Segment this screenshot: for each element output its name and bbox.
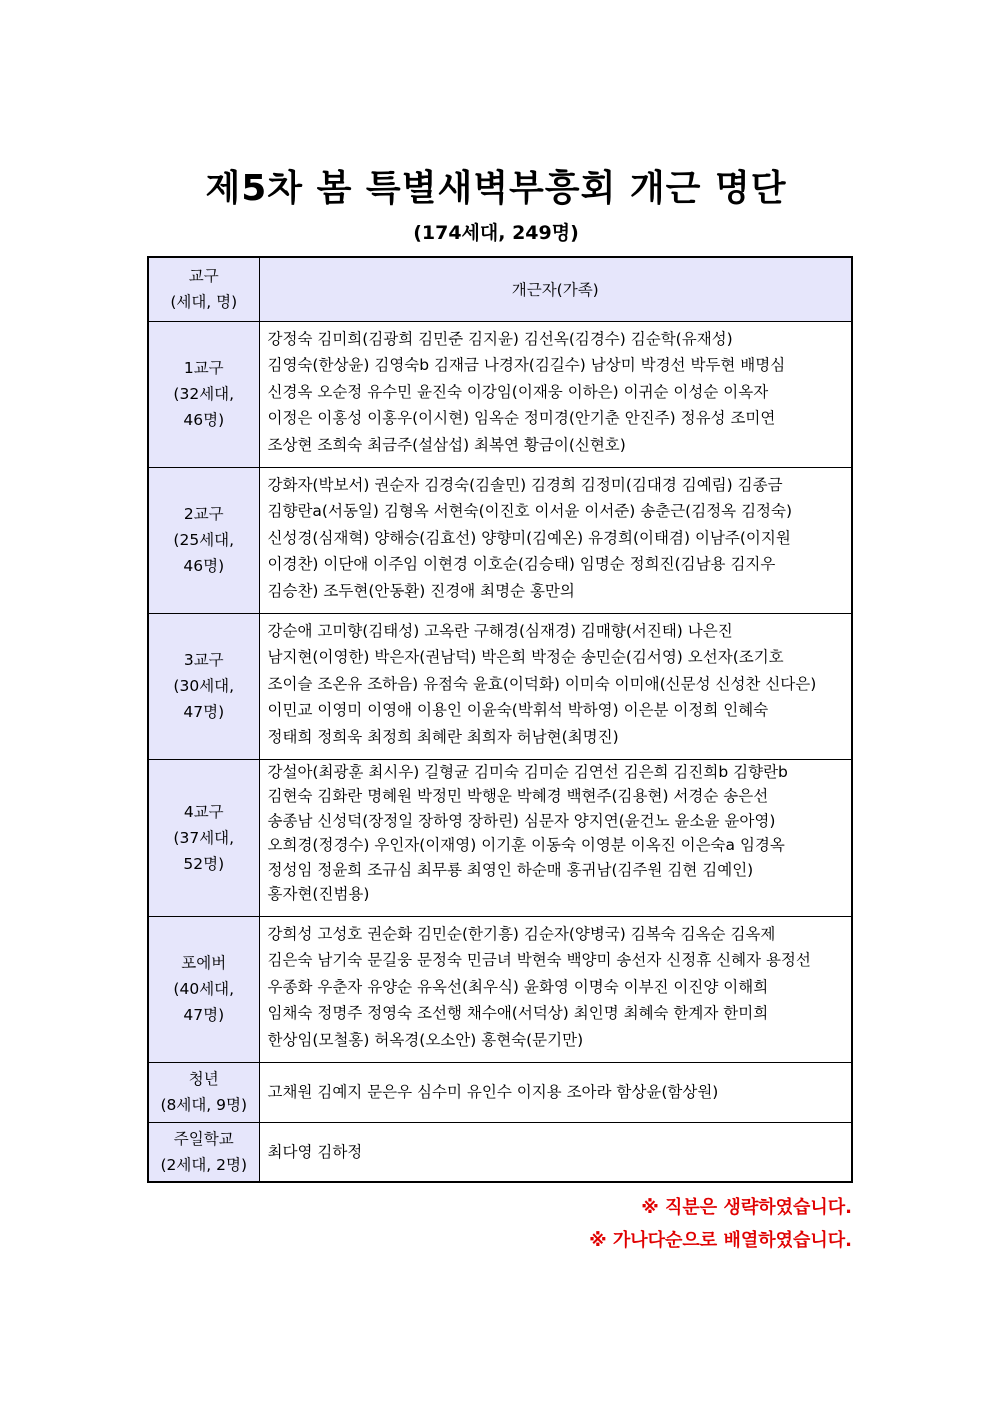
names-line: 강순애 고미향(김태성) 고옥란 구해경(심재경) 김매향(서진태) 나은진 bbox=[267, 621, 733, 640]
district-cell bbox=[148, 613, 259, 759]
district-name: 4교구 bbox=[183, 802, 224, 821]
names-line: 최다영 김하정 bbox=[267, 1142, 363, 1161]
names-line: 송종남 신성덕(장정일 장하영 장하린) 심문자 양지연(윤건노 윤소윤 윤아영) bbox=[267, 811, 776, 830]
district-people: 46명) bbox=[183, 557, 225, 575]
names-line: 신성경(심재혁) 양해승(김효선) 양향미(김예온) 유경희(이태겸) 이남주(이지원 bbox=[267, 528, 791, 547]
names-line: 이경찬) 이단애 이주임 이현경 이호순(김승태) 임명순 정희진(김남용 김지우 bbox=[267, 555, 776, 573]
names-line: 김영숙(한상윤) 김영숙b 김재금 나경자(김길수) 남상미 박경선 박두현 배명심 bbox=[267, 356, 786, 374]
names-cell bbox=[259, 467, 852, 613]
names-line: 조상현 조희숙 최금주(설삼섭) 최복연 황금이(신현호) bbox=[267, 435, 626, 454]
names-line: 이정은 이홍성 이홍우(이시현) 임옥순 정미경(안기춘 안진주) 정유성 조미연 bbox=[267, 409, 776, 427]
names-line: 조이슬 조온유 조하음) 유점숙 윤효(이덕화) 이미숙 이미애(신문성 신성찬 신다은) bbox=[267, 674, 817, 693]
names-line: 남지현(이영한) 박은자(권남덕) 박은희 박정순 송민순(김서영) 오선자(조기호 bbox=[267, 648, 784, 666]
district-people: 47명) bbox=[183, 1006, 225, 1024]
names-line: 오희경(정경수) 우인자(이재영) 이기훈 이동숙 이영분 이옥진 이은숙a 임경옥 bbox=[267, 836, 785, 854]
district-header-label: 교구 bbox=[188, 267, 219, 286]
district-households: (30세대, bbox=[173, 677, 235, 695]
district-cell bbox=[148, 467, 259, 613]
names-line: 고채원 김예지 문은우 심수미 유인수 이지용 조아라 함상윤(함상원) bbox=[267, 1082, 719, 1101]
names-line: 김현숙 김화란 명혜원 박정민 박행운 박혜경 백현주(김용현) 서경순 송은선 bbox=[267, 787, 769, 805]
district-name: 주일학교 bbox=[173, 1129, 234, 1148]
names-line: 홍자현(진범용) bbox=[267, 885, 370, 903]
names-cell bbox=[259, 1062, 852, 1122]
district-people: 46명) bbox=[183, 411, 225, 429]
page-subtitle: (174세대, 249명) bbox=[413, 222, 579, 244]
table-row bbox=[148, 1122, 852, 1182]
names-line: 강설아(최광훈 최시우) 길형균 김미숙 김미순 김연선 김은희 김진희b 김향란b bbox=[267, 762, 788, 781]
district-people: 52명) bbox=[183, 854, 225, 873]
names-line: 정성임 정윤희 조규심 최무룡 최영인 하순매 홍귀남(김주원 김현 김예인) bbox=[267, 860, 754, 879]
district-households: (37세대, bbox=[173, 828, 235, 847]
note-titles-omitted: ※ 직분은 생략하였습니다. bbox=[641, 1197, 852, 1218]
table-row bbox=[148, 759, 852, 916]
names-line: 강희성 고성호 권순화 김민순(한기흥) 김순자(양병국) 김복숙 김옥순 김옥제 bbox=[267, 924, 776, 943]
district-cell bbox=[148, 1062, 259, 1122]
names-line: 김승찬) 조두현(안동환) 진경애 최명순 홍만의 bbox=[267, 581, 575, 600]
district-households: (40세대, bbox=[173, 980, 235, 998]
table-row bbox=[148, 916, 852, 1062]
names-cell bbox=[259, 759, 852, 916]
district-header-sublabel: (세대, 명) bbox=[170, 293, 238, 312]
table-header-row bbox=[148, 257, 852, 321]
names-cell bbox=[259, 321, 852, 467]
names-line: 강정숙 김미희(김광희 김민준 김지윤) 김선옥(김경수) 김순학(유재성) bbox=[267, 329, 733, 348]
district-cell bbox=[148, 759, 259, 916]
district-cell bbox=[148, 321, 259, 467]
names-line: 신경옥 오순정 유수민 윤진숙 이강임(이재웅 이하은) 이귀순 이성순 이옥자 bbox=[267, 382, 769, 401]
names-cell bbox=[259, 1122, 852, 1182]
table-row bbox=[148, 1062, 852, 1122]
attendance-table bbox=[147, 256, 853, 1183]
district-name: 청년 bbox=[188, 1070, 219, 1088]
district-cell bbox=[148, 916, 259, 1062]
names-line: 정태희 정희욱 최정희 최혜란 최희자 허남현(최명진) bbox=[267, 727, 619, 746]
page-title: 제5차 봄 특별새벽부흥회 개근 명단 bbox=[205, 168, 787, 209]
district-cell bbox=[148, 1122, 259, 1182]
names-line: 김은숙 남기숙 문길웅 문정숙 민금녀 박현숙 백양미 송선자 신정휴 신혜자 용정선 bbox=[267, 951, 811, 969]
attendees-header: 개근자(가족) bbox=[259, 257, 852, 321]
names-line: 이민교 이영미 이영애 이용인 이윤숙(박휘석 박하영) 이은분 이정희 인혜숙 bbox=[267, 701, 769, 719]
district-households: (25세대, bbox=[173, 531, 235, 549]
names-cell bbox=[259, 613, 852, 759]
district-name: 2교구 bbox=[183, 505, 224, 523]
district-name: 포에버 bbox=[181, 954, 227, 972]
district-people: 47명) bbox=[183, 703, 225, 721]
names-line: 우종화 우춘자 유양순 유옥선(최우식) 윤화영 이명숙 이부진 이진양 이해희 bbox=[267, 977, 769, 996]
note-alphabetical-order: ※ 가나다순으로 배열하였습니다. bbox=[589, 1230, 852, 1251]
table-row bbox=[148, 613, 852, 759]
district-name: 1교구 bbox=[183, 359, 224, 377]
district-households: (8세대, 9명) bbox=[160, 1096, 248, 1114]
district-name: 3교구 bbox=[183, 651, 224, 669]
names-line: 김향란a(서동일) 김형옥 서현숙(이진호 이서윤 이서준) 송춘근(김정옥 김정숙) bbox=[267, 502, 793, 520]
table-row bbox=[148, 467, 852, 613]
district-header bbox=[148, 257, 259, 321]
names-line: 한상임(모철홍) 허옥경(오소안) 홍현숙(문기만) bbox=[267, 1030, 584, 1049]
district-households: (32세대, bbox=[173, 385, 235, 403]
names-line: 임채숙 정명주 정영숙 조선행 채수애(서덕상) 최인명 최혜숙 한계자 한미희 bbox=[267, 1004, 769, 1022]
district-households: (2세대, 2명) bbox=[160, 1155, 248, 1174]
table-row bbox=[148, 321, 852, 467]
names-cell bbox=[259, 916, 852, 1062]
names-line: 강화자(박보서) 권순자 김경숙(김솔민) 김경희 김정미(김대경 김예림) 김종금 bbox=[267, 475, 783, 494]
